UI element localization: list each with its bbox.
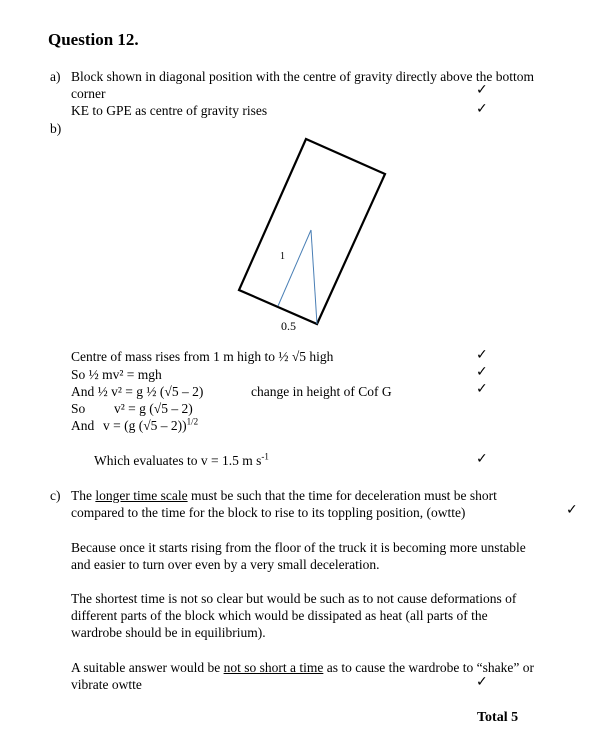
part-a-label: a) <box>50 69 61 84</box>
part-a-line-2: corner <box>71 86 106 101</box>
part-c-p2-line-1: Because once it starts rising from the floor of the truck it is becoming more unstable <box>71 540 526 555</box>
part-a-line-3: KE to GPE as centre of gravity rises <box>71 103 268 118</box>
diagram-label-05: 0.5 <box>281 319 296 333</box>
vertical-height-line <box>311 230 317 324</box>
part-c-p3-line-3: wardrobe should be in equilibrium). <box>71 625 266 640</box>
part-b-line-5: v = (g (√5 – 2))$^{1/2}$ <box>103 416 199 433</box>
tick-mark: ✓ <box>476 451 488 467</box>
part-c-p4-line-1: A suitable answer would be not so short a time as to cause the wardrobe to “shake” or <box>71 660 535 675</box>
part-b-line-2: So ½ mv² = mgh <box>71 367 162 382</box>
tick-mark: ✓ <box>476 101 488 117</box>
part-b-result: Which evaluates to v = 1.5 m $s^{-1}$ <box>94 451 269 468</box>
total-marks: Total 5 <box>477 710 519 725</box>
part-c-p2-line-2: and easier to turn over even by a very small deceleration. <box>71 557 380 572</box>
part-b-line-4-label: So <box>71 401 86 416</box>
part-b-line-4: v² = g (√5 – 2) <box>114 401 193 416</box>
diagram-label-1: 1 <box>280 251 285 262</box>
tick-mark: ✓ <box>476 674 488 690</box>
block-diagram <box>230 130 400 340</box>
tick-mark: ✓ <box>476 347 488 363</box>
tick-mark: ✓ <box>476 82 488 98</box>
tick-mark: ✓ <box>476 364 488 380</box>
part-b-line-3: And ½ v² = g ½ (√5 – 2) <box>71 384 204 399</box>
tick-mark: ✓ <box>476 381 488 397</box>
part-b-line-1: Centre of mass rises from 1 m high to ½ √5 high <box>71 349 334 364</box>
part-a-line-1: Block shown in diagonal position with the centre of gravity directly above the bottom <box>71 69 535 84</box>
part-b-line-3-note: change in height of Cof G <box>251 384 392 399</box>
part-c-p4-line-2: vibrate owtte <box>71 677 142 692</box>
question-title: Question 12. <box>48 30 139 49</box>
part-c-p1-line-1: The longer time scale must be such that the time for deceleration must be short <box>71 488 497 503</box>
part-c-label: c) <box>50 488 61 503</box>
part-c-p3-line-1: The shortest time is not so clear but would be such as to not cause deformations of <box>71 591 517 606</box>
block-rectangle <box>239 139 385 324</box>
part-c-p3-line-2: different parts of the block which would be dissipated as heat (all parts of the <box>71 608 488 623</box>
tick-mark: ✓ <box>566 502 578 518</box>
part-c-p1-line-2: compared to the time for the block to rise to its toppling position, (owtte) <box>71 505 466 520</box>
part-b-label: b) <box>50 121 62 136</box>
part-b-line-5-label: And <box>71 418 95 433</box>
diagonal-cog-line <box>278 230 311 306</box>
